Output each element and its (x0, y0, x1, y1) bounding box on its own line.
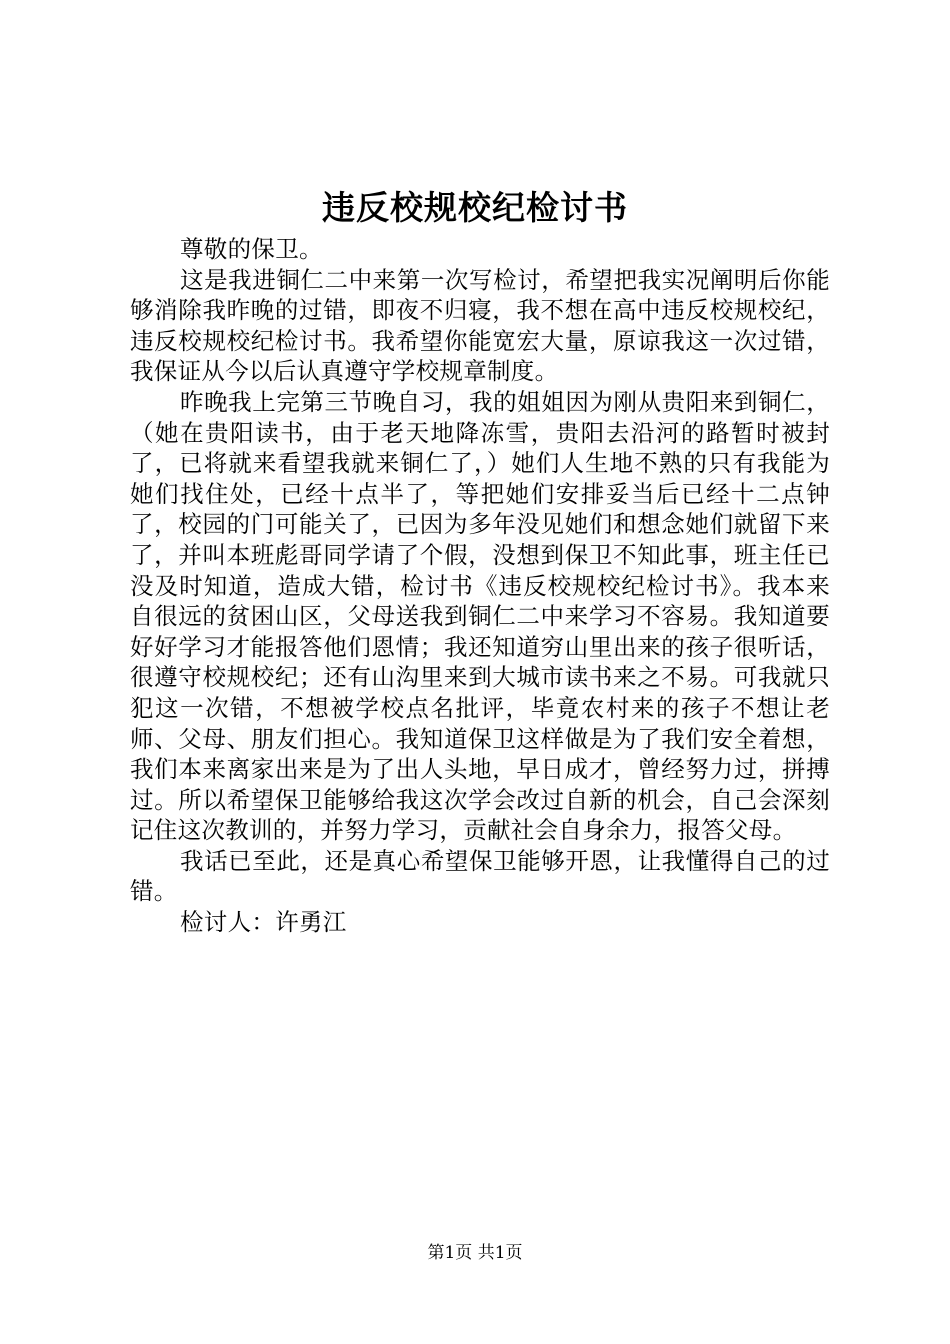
document-title: 违反校规校纪检讨书 (322, 188, 628, 227)
signature: 检讨人：许勇江 (180, 908, 347, 937)
paragraph-account: 昨晚我上完第三节晚自习，我的姐姐因为刚从贵阳来到铜仁，（她在贵阳读书，由于老天地降冻雪，贵阳去沿河的路暂时被封了，已将就来看望我就来铜仁了，）她们人生地不熟的只有我能为她们找住处，已经十点半了，等把她们安排妥当后已经十二点钟了，校园的门可能关了，已因为多年没见她们和想念她们就留下来了，并叫本班彪哥同学请了个假，没想到保卫不知此事，班主任已没及时知道，造成大错，检讨书《违反校规校纪检讨书》。我本来自很远的贫困山区，父母送我到铜仁二中来学习不容易。我知道要好好学习才能报答他们恩情；我还知道穷山里出来的孩子很听话，很遵守校规校纪；还有山沟里来到大城市读书来之不易。可我就只犯这一次错，不想被学校点名批评，毕竟农村来的孩子不想让老师、父母、朋友们担心。我知道保卫这样做是为了我们安全着想，我们本来离家出来是为了出人头地，早日成才，曾经努力过，拼搏过。所以希望保卫能够给我这次学会改过自新的机会，自己会深刻记住这次教训的，并努力学习，贡献社会自身余力，报答父母。 (130, 387, 830, 845)
paragraph-intro: 这是我进铜仁二中来第一次写检讨，希望把我实况阐明后你能够消除我昨晚的过错，即夜不归寝，我不想在高中违反校规校纪，违反校规校纪检讨书。我希望你能宽宏大量，原谅我这一次过错，我保证从今以后认真遵守学校规章制度。 (130, 265, 830, 386)
salutation: 尊敬的保卫。 (180, 235, 323, 263)
document-body (130, 234, 830, 938)
paragraph-closing: 我话已至此，还是真心希望保卫能够开恩，让我懂得自己的过错。 (130, 846, 830, 906)
page-footer: 第1页 共1页 (427, 1243, 523, 1263)
